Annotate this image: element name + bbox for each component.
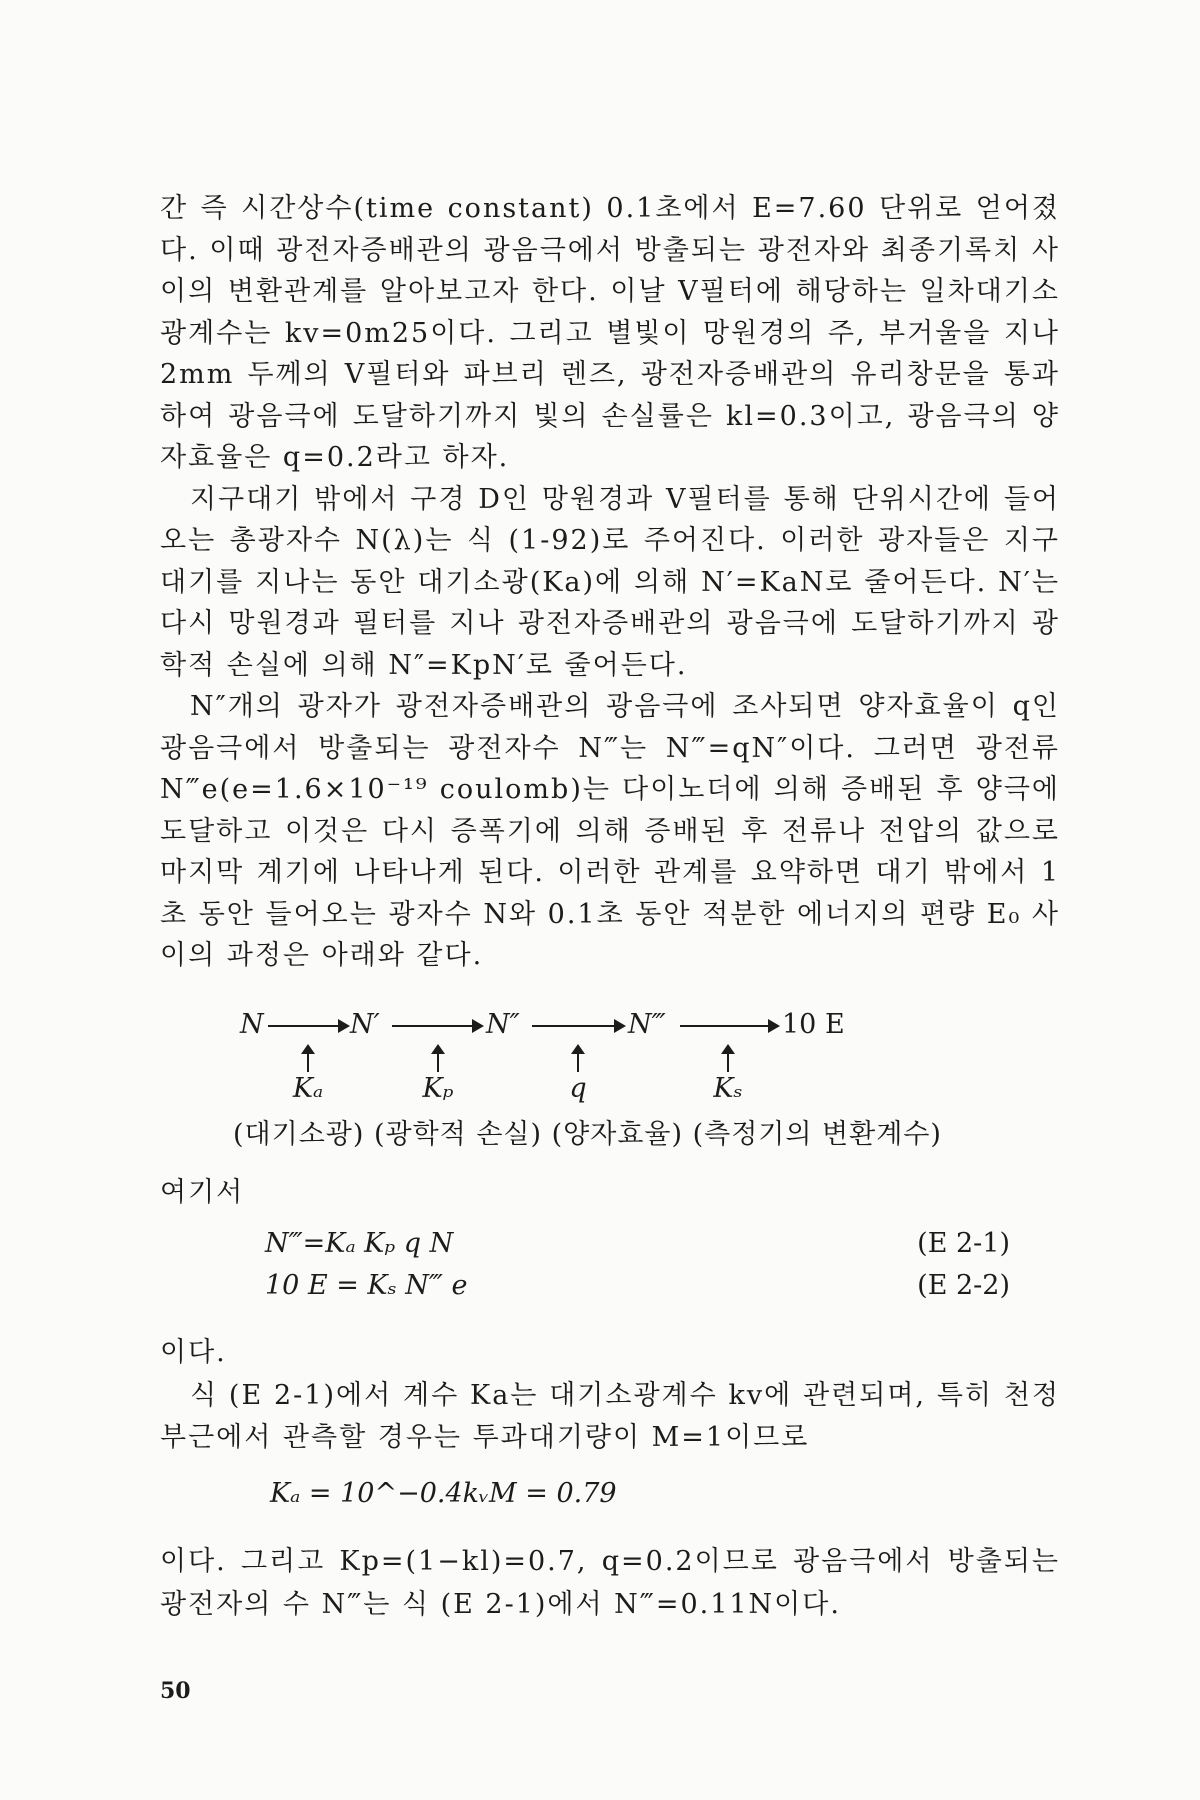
diagram-node-n: N xyxy=(240,1009,264,1040)
arrow-up xyxy=(577,1052,579,1072)
where-label: 여기서 xyxy=(160,1177,245,1208)
body-text xyxy=(160,188,1060,977)
arrow-up xyxy=(307,1052,309,1072)
equation-e2-1: N‴=Kₐ Kₚ q N xyxy=(265,1228,454,1259)
arrow-up xyxy=(437,1052,439,1072)
diagram-node-n3: N‴ xyxy=(628,1009,666,1040)
sentence-end: 이다. xyxy=(160,1337,227,1368)
factor-q: q xyxy=(569,1073,587,1104)
diagram-node-10e: 10 E xyxy=(782,1009,845,1040)
factor-kp: Kₚ xyxy=(422,1073,454,1104)
equation-label-e2-2: (E 2-2) xyxy=(917,1270,1010,1301)
diagram-node-n2: N″ xyxy=(486,1009,520,1040)
paragraph-2: 지구대기 밖에서 구경 D인 망원경과 V필터를 통해 단위시간에 들어오는 총광자수 N(λ)는 식 (1-92)로 주어진다. 이러한 광자들은 지구대기를 지나는 동안 대기소광(Ka)에 의해 N′=KaN로 줄어든다. N′는 다시 망원경과 필터를 지나 광전자증배관의 광음극에 도달하기까지 광학적 손실에 의해 N″=KpN′로 줄어든다. xyxy=(160,483,1060,681)
equation-e2-2: 10 E = Kₛ N‴ e xyxy=(265,1270,468,1301)
ka-equation: Kₐ = 10^−0.4kᵥM = 0.79 xyxy=(270,1478,617,1509)
arrow-right xyxy=(392,1025,482,1027)
factor-ka: Kₐ xyxy=(292,1073,324,1104)
arrow-right xyxy=(268,1025,348,1027)
factor-ks: Kₛ xyxy=(713,1073,743,1104)
arrow-right xyxy=(680,1025,778,1027)
diagram-captions: (대기소광) (광학적 손실) (양자효율) (측정기의 변환계수) xyxy=(233,1119,942,1150)
paragraph-1: 간 즉 시간상수(time constant) 0.1초에서 E=7.60 단위로 얻어졌다. 이때 광전자증배관의 광음극에서 방출되는 광전자와 최종기록치 사이의 변환관계를 알아보고자 한다. 이날 V필터에 해당하는 일차대기소광계수는 kv=0m25이다. 그리고 별빛이 망원경의 주, 부거울을 지나 2mm 두께의 V필터와 파브리 렌즈, 광전자증배관의 유리창문을 통과하여 광음극에 도달하기까지 빛의 손실률은 kl=0.3이고, 광음극의 양자효율은 q=0.2라고 하자. xyxy=(160,193,1060,473)
arrow-right xyxy=(532,1025,624,1027)
paragraph-5: 이다. 그리고 Kp=(1−kl)=0.7, q=0.2이므로 광음극에서 방출되는 광전자의 수 N‴는 식 (E 2-1)에서 N‴=0.11N이다. xyxy=(160,1546,1060,1620)
paragraph-4: 식 (E 2-1)에서 계수 Ka는 대기소광계수 kv에 관련되며, 특히 천정 부근에서 관측할 경우는 투과대기량이 M=1이므로 xyxy=(160,1380,1060,1453)
page-number: 50 xyxy=(160,1678,191,1704)
equation-label-e2-1: (E 2-1) xyxy=(917,1228,1010,1259)
diagram-node-n1: N′ xyxy=(350,1009,380,1040)
process-diagram xyxy=(233,1008,1020,1158)
arrow-up xyxy=(727,1052,729,1072)
paragraph-3: N″개의 광자가 광전자증배관의 광음극에 조사되면 양자효율이 q인 광음극에서 방출되는 광전자수 N‴는 N‴=qN″이다. 그러면 광전류 N‴e(e=1.6×10⁻¹⁹ coulomb)는 다이노더에 의해 증배된 후 양극에 도달하고 이것은 다시 증폭기에 의해 증배된 후 전류나 전압의 값으로 마지막 계기에 나타나게 된다. 이러한 관계를 요약하면 대기 밖에서 1초 동안 들어오는 광자수 N와 0.1초 동안 적분한 에너지의 편량 E₀ 사이의 과정은 아래와 같다. xyxy=(160,691,1060,971)
